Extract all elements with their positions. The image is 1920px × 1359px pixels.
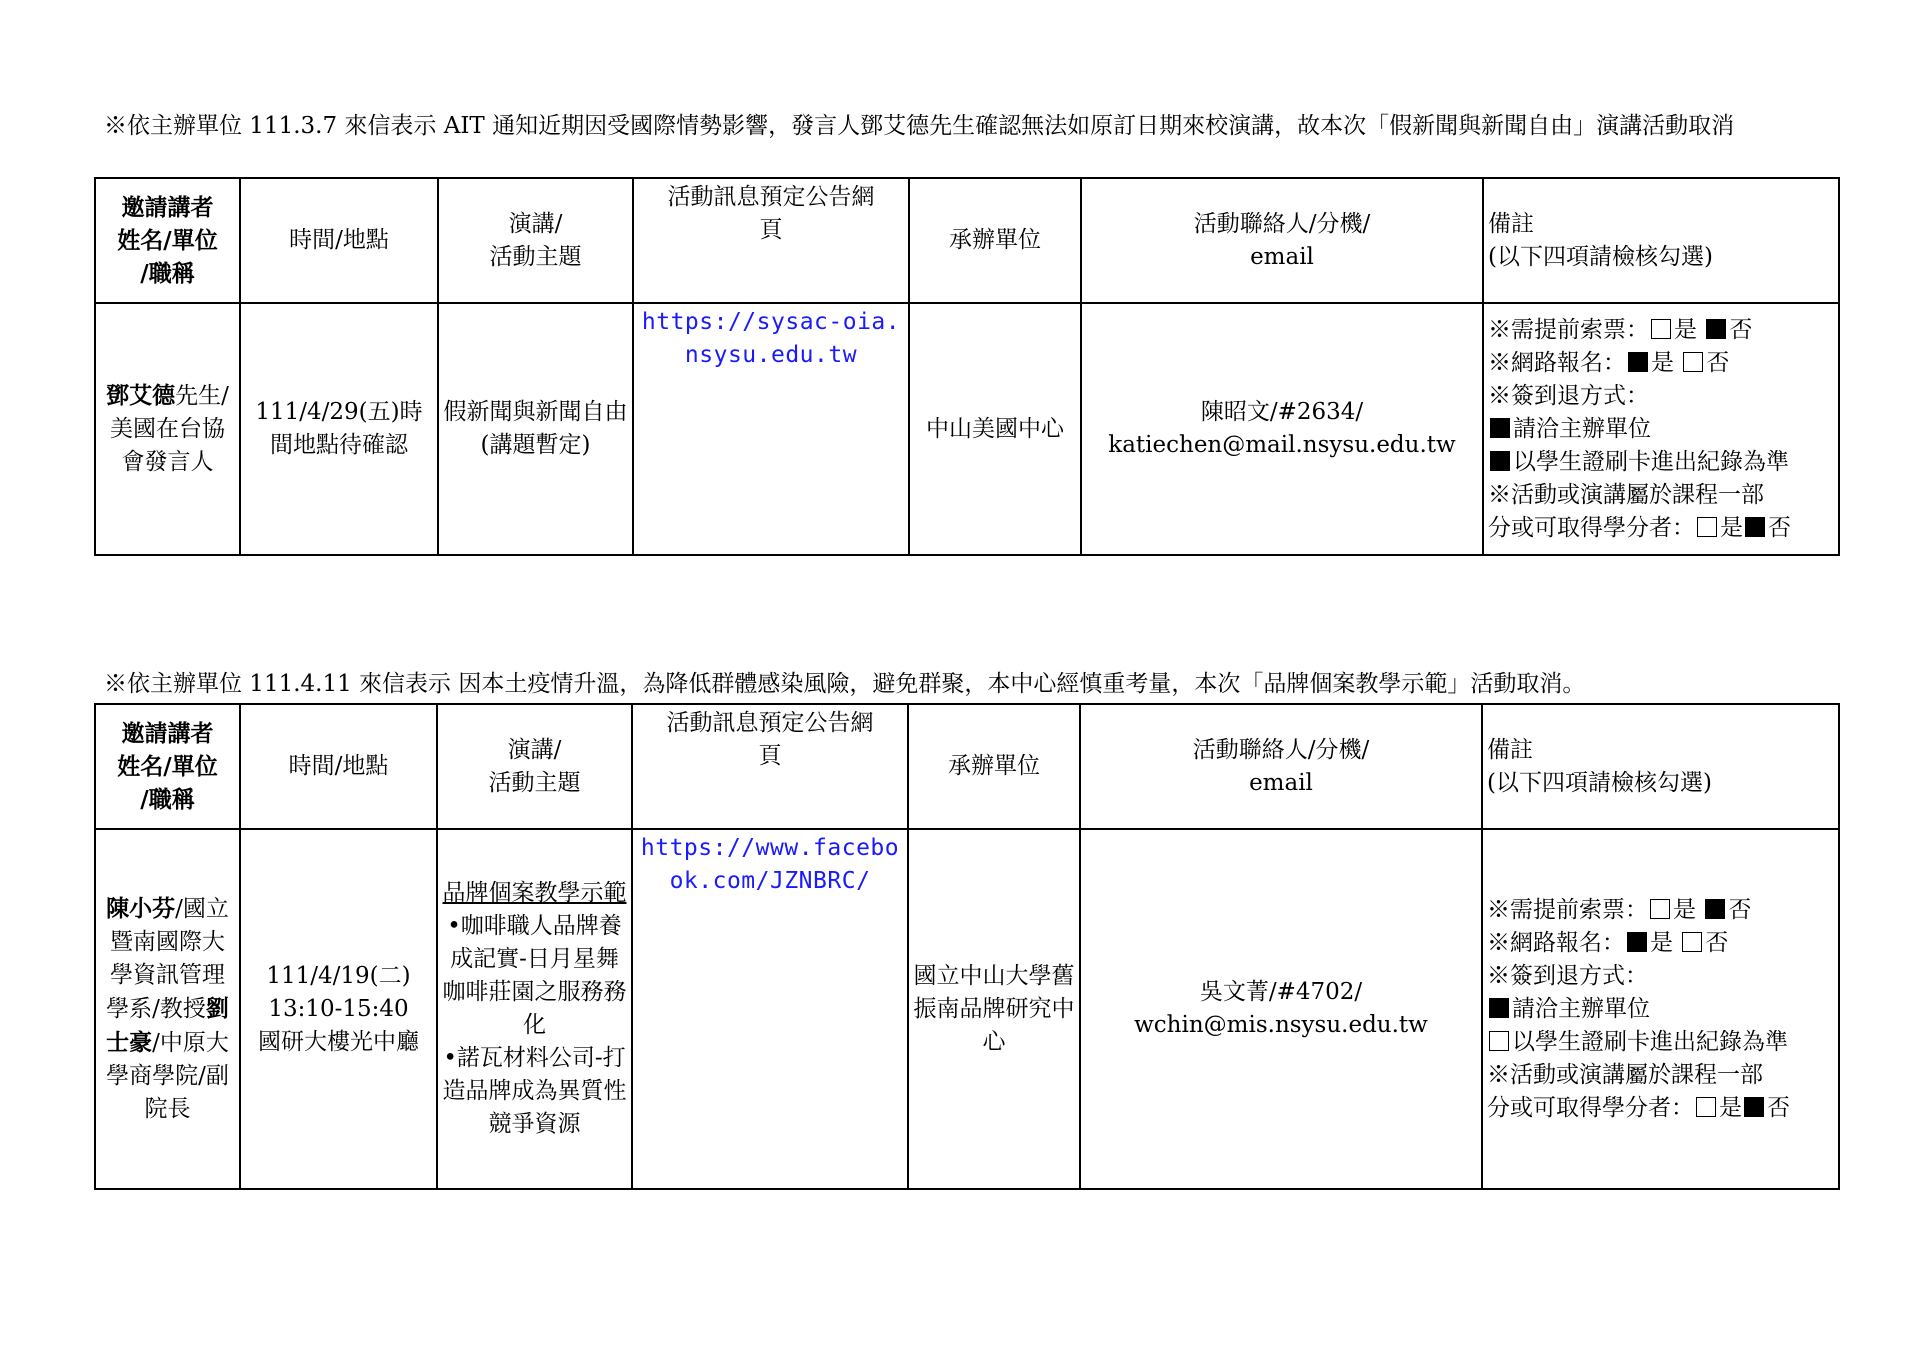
event-time: 13:10-15:40 (268, 995, 409, 1022)
speaker-affiliation: /中原大學商學院/副院長 (106, 1030, 229, 1122)
event-table-1 (94, 177, 1840, 556)
topic-item: •諾瓦材料公司-打造品牌成為異質性競爭資源 (442, 1045, 627, 1137)
header-topic: 演講/ 活動主題 (437, 704, 632, 829)
contact-name-ext: 吳文菁/#4702/ (1199, 979, 1363, 1005)
credit-yes-checkbox[interactable] (1696, 1097, 1716, 1117)
header-speaker: 邀請講者 姓名/單位 /職稱 (95, 704, 240, 829)
event-date: 111/4/19(二) (266, 962, 411, 989)
online-reg-no-checkbox[interactable] (1683, 352, 1703, 372)
topic-cell (438, 303, 633, 555)
event-webpage-link[interactable]: https://sysac-oia.nsysu.edu.tw (641, 309, 901, 368)
contact-email: katiechen@mail.nsysu.edu.tw (1108, 432, 1456, 458)
speaker-name: 劉士豪 (106, 995, 229, 1056)
header-row (95, 704, 1839, 829)
time-place-cell: 111/4/29(五)時間地點待確認 (240, 303, 438, 555)
header-organizer: 承辦單位 (909, 178, 1081, 303)
table-row (95, 829, 1839, 1189)
credit-no-checkbox[interactable] (1745, 517, 1765, 537)
webpage-cell (632, 829, 908, 1189)
topic-title: 品牌個案教學示範 (442, 880, 627, 906)
speaker-affiliation: /國立暨南國際大學資訊管理學系/教授 (106, 896, 229, 1022)
sign-contact-organizer-checkbox[interactable] (1490, 418, 1510, 438)
header-organizer: 承辦單位 (908, 704, 1080, 829)
online-reg-yes-checkbox[interactable] (1627, 932, 1647, 952)
ticket-yes-checkbox[interactable] (1650, 899, 1670, 919)
ticket-yes-checkbox[interactable] (1651, 319, 1671, 339)
remarks-cell: ※需提前索票： 是 否 ※網路報名： 是 否 ※簽到退方式： 請洽主辦單位 以學生證刷卡進出紀錄為準 ※活動或演講屬於課程一部 分或可取得學分者： 是 否 (1482, 829, 1839, 1189)
webpage-cell (633, 303, 909, 555)
header-remarks: 備註 (以下四項請檢核勾選) (1483, 178, 1839, 303)
speaker-name: 陳小芬 (106, 895, 176, 922)
header-remarks: 備註 (以下四項請檢核勾選) (1482, 704, 1839, 829)
header-webpage: 活動訊息預定公告網 頁 (633, 178, 909, 303)
topic-note: (講題暫定) (480, 432, 591, 458)
organizer-cell: 國立中山大學舊振南品牌研究中心 (908, 829, 1080, 1189)
topic-item: •咖啡職人品牌養成記實-日月星舞咖啡莊園之服務務化 (442, 913, 627, 1038)
online-reg-no-checkbox[interactable] (1682, 932, 1702, 952)
remarks-cell: ※需提前索票： 是 否 ※網路報名： 是 否 ※簽到退方式： 請洽主辦單位 以學生證刷卡進出紀錄為準 ※活動或演講屬於課程一部 分或可取得學分者： 是 否 (1483, 303, 1839, 555)
sign-student-card-checkbox[interactable] (1489, 1031, 1509, 1051)
speaker-cell (95, 829, 240, 1189)
header-webpage: 活動訊息預定公告網 頁 (632, 704, 908, 829)
event-webpage-link[interactable]: https://www.facebook.com/JZNBRC/ (640, 835, 900, 894)
header-speaker: 邀請講者 姓名/單位 /職稱 (95, 178, 240, 303)
organizer-cell: 中山美國中心 (909, 303, 1081, 555)
speaker-cell (95, 303, 240, 555)
header-topic: 演講/ 活動主題 (438, 178, 633, 303)
table-row (95, 303, 1839, 555)
header-contact: 活動聯絡人/分機/ email (1081, 178, 1483, 303)
credit-no-checkbox[interactable] (1744, 1097, 1764, 1117)
speaker-affiliation: 先生/美國在台協會發言人 (110, 383, 229, 475)
contact-cell (1080, 829, 1482, 1189)
event-venue: 國研大樓光中廳 (258, 1028, 419, 1055)
online-reg-yes-checkbox[interactable] (1628, 352, 1648, 372)
contact-name-ext: 陳昭文/#2634/ (1200, 399, 1364, 425)
contact-cell (1081, 303, 1483, 555)
header-contact: 活動聯絡人/分機/ email (1080, 704, 1482, 829)
cancellation-notice-1: ※依主辦單位 111.3.7 來信表示 AIT 通知近期因受國際情勢影響，發言人鄧艾德先生確認無法如原訂日期來校演講，故本次「假新聞與新聞自由」演講活動取消 (104, 113, 1735, 139)
cancellation-notice-2: ※依主辦單位 111.4.11 來信表示 因本土疫情升溫，為降低群體感染風險，避免群聚，本中心經慎重考量，本次「品牌個案教學示範」活動取消。 (104, 671, 1586, 697)
credit-yes-checkbox[interactable] (1697, 517, 1717, 537)
event-table-2 (94, 703, 1840, 1190)
ticket-no-checkbox[interactable] (1706, 319, 1726, 339)
speaker-name: 鄧艾德 (106, 382, 176, 409)
sign-student-card-checkbox[interactable] (1490, 451, 1510, 471)
header-time-place: 時間/地點 (240, 178, 438, 303)
topic-title: 假新聞與新聞自由 (443, 399, 628, 425)
header-time-place: 時間/地點 (240, 704, 437, 829)
ticket-no-checkbox[interactable] (1705, 899, 1725, 919)
contact-email: wchin@mis.nsysu.edu.tw (1134, 1012, 1428, 1038)
header-row (95, 178, 1839, 303)
topic-cell (437, 829, 632, 1189)
time-place-cell (240, 829, 437, 1189)
sign-contact-organizer-checkbox[interactable] (1489, 998, 1509, 1018)
